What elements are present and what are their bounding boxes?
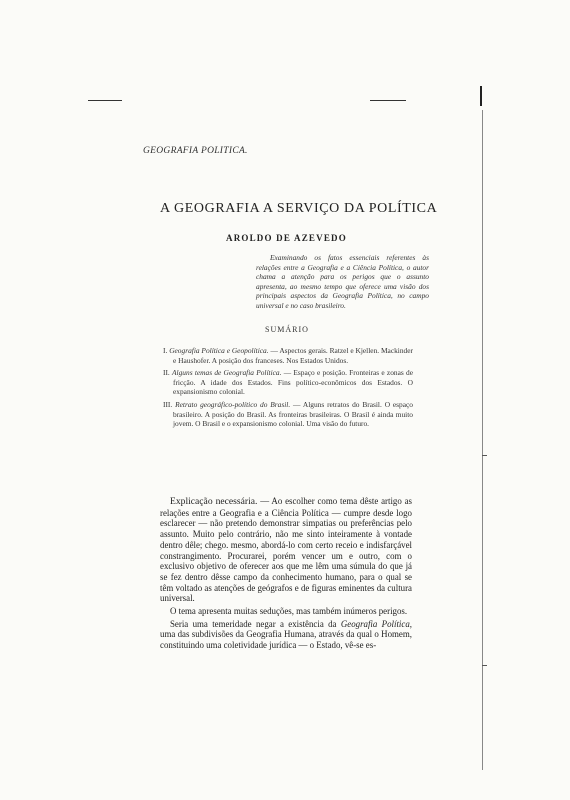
summary-item-heading: Alguns temas de Geografia Política. bbox=[172, 368, 282, 378]
paragraph-text: — Ao escolher como tema dêste artigo as relações entre a Geografia e a Ciência Política — cumpre desde logo esclarecer — não pretendo demonstrar simpatias ou preferências pelo assunto. Muito pelo contrário, não me sinto inteiramente à vontade dentro dêle; chego. mesmo, abordá-lo com certo receio e indisfarçável constrangimento. Procurarei, porém vencer um e outro, com o exclusivo objetivo de oferecer aos que me lêm uma súmula do que já se fez dentro dêsse campo da conhecimento humano, para o qual se têm voltado as atenções de geógrafos e de figuras eminentes da cultura universal. bbox=[160, 496, 413, 604]
summary-item bbox=[163, 400, 413, 429]
binding-edge-mark bbox=[480, 86, 482, 106]
summary-item-text: — Espaço e posição. Fronteiras e zonas de fricção. A idade dos Estados. Fins político-econômicos dos Estados. O expansionismo colonial. bbox=[173, 368, 413, 397]
body-paragraph bbox=[160, 496, 412, 604]
running-head: GEOGRAFIA POLITICA. bbox=[143, 146, 248, 156]
summary-item-text: — Alguns retratos do Brasil. O espaço brasileiro. A posição do Brasil. As fronteiras brasileiras. O Brasil é ainda muito jovem. O Brasil e o expansionismo colonial. Uma visão do futuro. bbox=[173, 399, 413, 429]
edge-tick bbox=[482, 665, 487, 666]
summary-item-number: II. bbox=[163, 368, 170, 378]
top-rule-right bbox=[370, 100, 406, 101]
top-rule-left bbox=[88, 100, 122, 101]
body-paragraph bbox=[160, 619, 412, 651]
edge-tick bbox=[482, 455, 487, 456]
paragraph-text: uma das subdivisões da Geografia Humana, através da qual o Homem, constituindo uma coletividade jurídica — o Estado, vê-se es- bbox=[160, 629, 412, 651]
paragraph-italic-term: Geografia Política, bbox=[340, 618, 412, 629]
section-lead-heading: Explicação necessária. bbox=[170, 496, 258, 507]
paragraph-text: Seria uma temeridade negar a existência da bbox=[170, 618, 337, 629]
paragraph-text: O tema apresenta muitas seduções, mas também inúmeros perigos. bbox=[170, 606, 408, 617]
summary-heading: SUMÁRIO bbox=[265, 325, 309, 334]
summary-item-text: — Aspectos gerais. Ratzel e Kjellen. Mackinder e Haushofer. A posição dos franceses. Nos Estados Unidos. bbox=[173, 346, 413, 365]
body-paragraph bbox=[160, 606, 412, 617]
summary-list bbox=[163, 346, 413, 432]
article-abstract: Examinando os fatos essenciais referentes às relações entre a Geografia e a Ciência Política, o autor chama a atenção para os perigos que o assunto apresenta, ao mesmo tempo que oferece uma visão dos principais aspectos da Geografia Política, no campo universal e no caso brasileiro. bbox=[256, 253, 429, 310]
binding-edge-line bbox=[482, 110, 483, 770]
article-title: A GEOGRAFIA A SERVIÇO DA POLÍTICA bbox=[160, 201, 438, 216]
summary-item bbox=[163, 368, 413, 397]
summary-item bbox=[163, 346, 413, 365]
summary-item-number: I. bbox=[163, 346, 168, 355]
article-author: AROLDO DE AZEVEDO bbox=[226, 233, 347, 243]
summary-item-heading: Geografia Política e Geopolítica. bbox=[169, 346, 269, 355]
summary-item-number: III. bbox=[163, 399, 173, 409]
article-body bbox=[160, 496, 412, 653]
summary-item-heading: Retrato geográfico-político do Brasil. bbox=[175, 399, 291, 409]
